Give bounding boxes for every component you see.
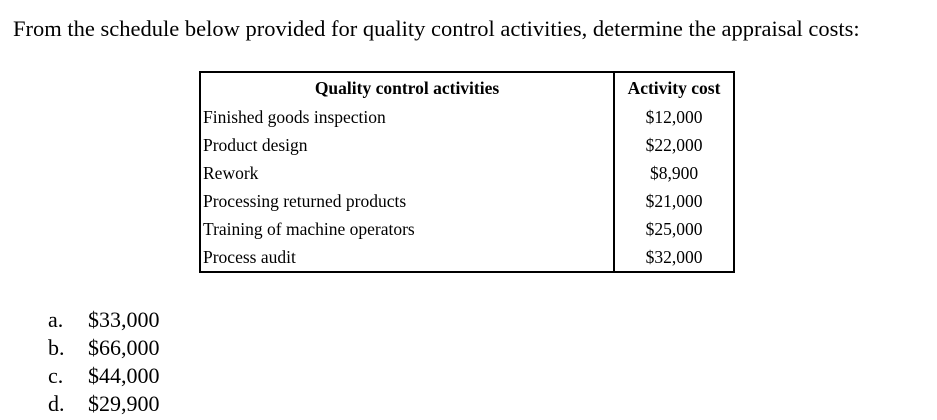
option-value: $66,000 (88, 335, 160, 360)
activity-cost: $8,900 (649, 163, 699, 183)
option-letter: c. (48, 363, 64, 388)
table-row (200, 243, 734, 272)
option-letter: b. (48, 335, 65, 360)
activity-name: Process audit (200, 243, 614, 272)
question-text: From the schedule below provided for quality control activities, determine the appraisal costs: (13, 16, 860, 41)
table-row (200, 159, 734, 187)
activity-name: Rework (200, 159, 614, 187)
quality-control-table (199, 71, 735, 273)
activity-name: Product design (200, 131, 614, 159)
activity-cost: $25,000 (645, 219, 703, 239)
table-row (200, 215, 734, 243)
activity-name: Processing returned products (200, 187, 614, 215)
header-activities: Quality control activities (200, 72, 614, 103)
activity-cost: $32,000 (645, 247, 703, 267)
activity-cost: $22,000 (645, 135, 703, 155)
table-header-row (200, 72, 734, 103)
table-row (200, 187, 734, 215)
option-value: $33,000 (88, 307, 160, 332)
option-c[interactable] (48, 362, 160, 390)
answer-options (48, 306, 160, 418)
table-row (200, 103, 734, 131)
option-a[interactable] (48, 306, 160, 334)
header-activity-cost: Activity cost (627, 78, 721, 98)
option-letter: d. (48, 391, 65, 416)
option-b[interactable] (48, 334, 160, 362)
activity-name: Training of machine operators (200, 215, 614, 243)
table-row (200, 131, 734, 159)
activity-name: Finished goods inspection (200, 103, 614, 131)
option-value: $29,900 (88, 391, 160, 416)
option-letter: a. (48, 307, 64, 332)
activity-cost: $21,000 (645, 191, 703, 211)
option-d[interactable] (48, 390, 160, 418)
activity-cost: $12,000 (645, 107, 703, 127)
option-value: $44,000 (88, 363, 160, 388)
